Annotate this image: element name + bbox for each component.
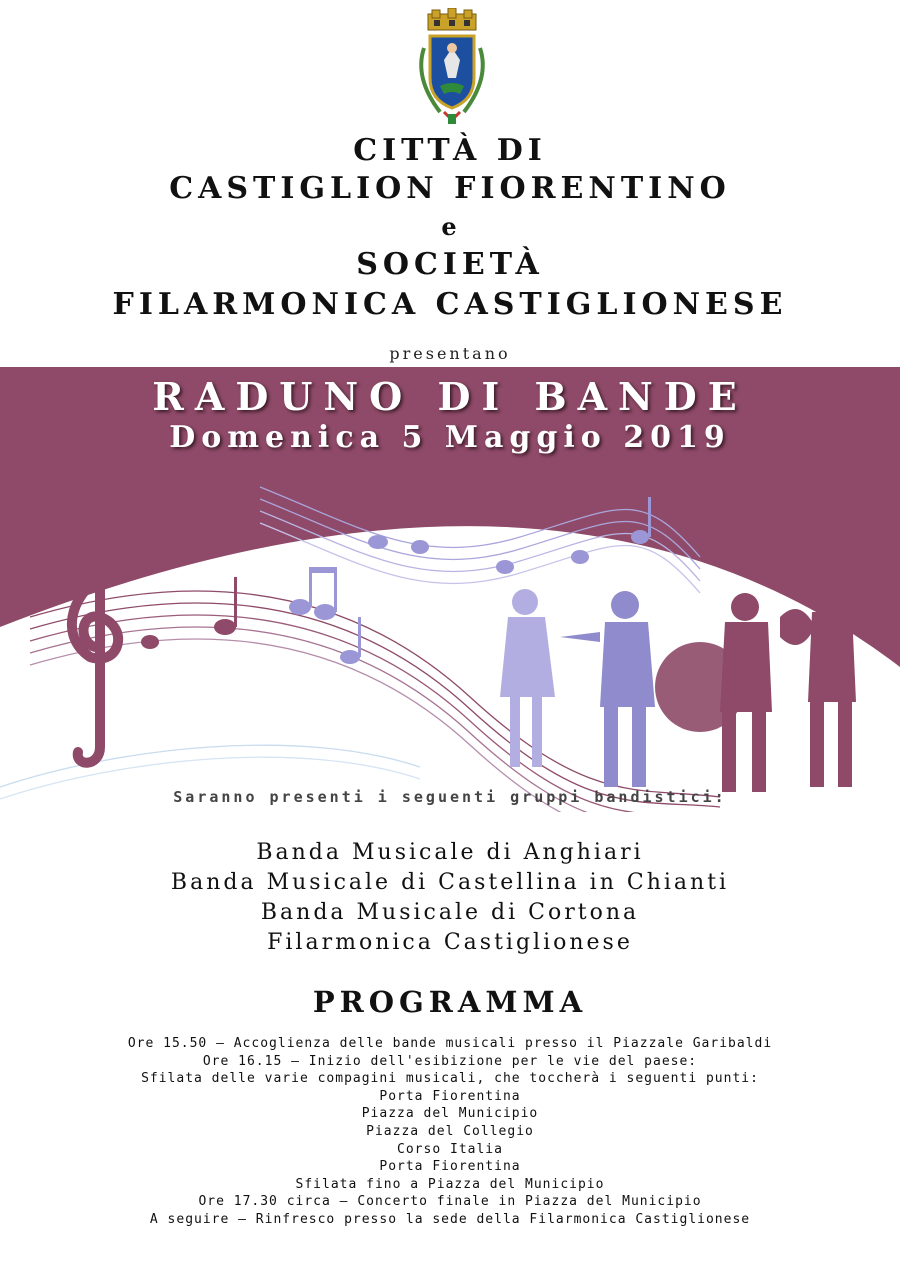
header-line-society: SOCIETÀ	[356, 247, 544, 282]
header-line-filarmonica: FILARMONICA CASTIGLIONESE	[112, 287, 788, 322]
header-conjunction: e	[441, 212, 459, 241]
header-line-city: CITTÀ DI	[353, 133, 547, 168]
presents-text: presentano	[389, 344, 511, 363]
programme-line: Sfilata fino a Piazza del Municipio	[295, 1176, 605, 1192]
programme-line: Sfilata delle varie compagini musicali, che toccherà i seguenti punti:	[141, 1071, 759, 1087]
programme-line: Porta Fiorentina	[379, 1088, 521, 1104]
bands-list	[0, 838, 900, 958]
header-line-town: CASTIGLION FIORENTINO	[169, 171, 731, 206]
programme-line: A seguire – Rinfresco presso la sede della Filarmonica Castiglionese	[149, 1211, 751, 1227]
programme-line: Ore 16.15 – Inizio dell'esibizione per le vie del paese:	[202, 1053, 698, 1069]
programme-line: Ore 17.30 circa – Concerto finale in Piazza del Municipio	[198, 1194, 702, 1210]
programme-line: Corso Italia	[397, 1141, 503, 1157]
band-item: Banda Musicale di Anghiari	[256, 840, 644, 865]
event-date: Domenica 5 Maggio 2019	[169, 420, 731, 455]
band-item: Filarmonica Castiglionese	[267, 930, 633, 955]
coat-of-arms-emblem	[410, 8, 494, 126]
programme-line: Ore 15.50 – Accoglienza delle bande musicali presso il Piazzale Garibaldi	[127, 1036, 773, 1051]
bands-intro: Saranno presenti i seguenti gruppi bandistici:	[173, 788, 727, 806]
programme-line: Piazza del Collegio	[366, 1123, 534, 1139]
programme-list	[0, 1035, 900, 1229]
band-item: Banda Musicale di Castellina in Chianti	[170, 870, 730, 895]
programme-line: Piazza del Municipio	[361, 1106, 539, 1122]
band-item: Banda Musicale di Cortona	[260, 900, 640, 925]
event-title: RADUNO DI BANDE	[152, 374, 748, 419]
programme-title: PROGRAMMA	[312, 985, 588, 1019]
programme-line: Porta Fiorentina	[379, 1159, 521, 1175]
